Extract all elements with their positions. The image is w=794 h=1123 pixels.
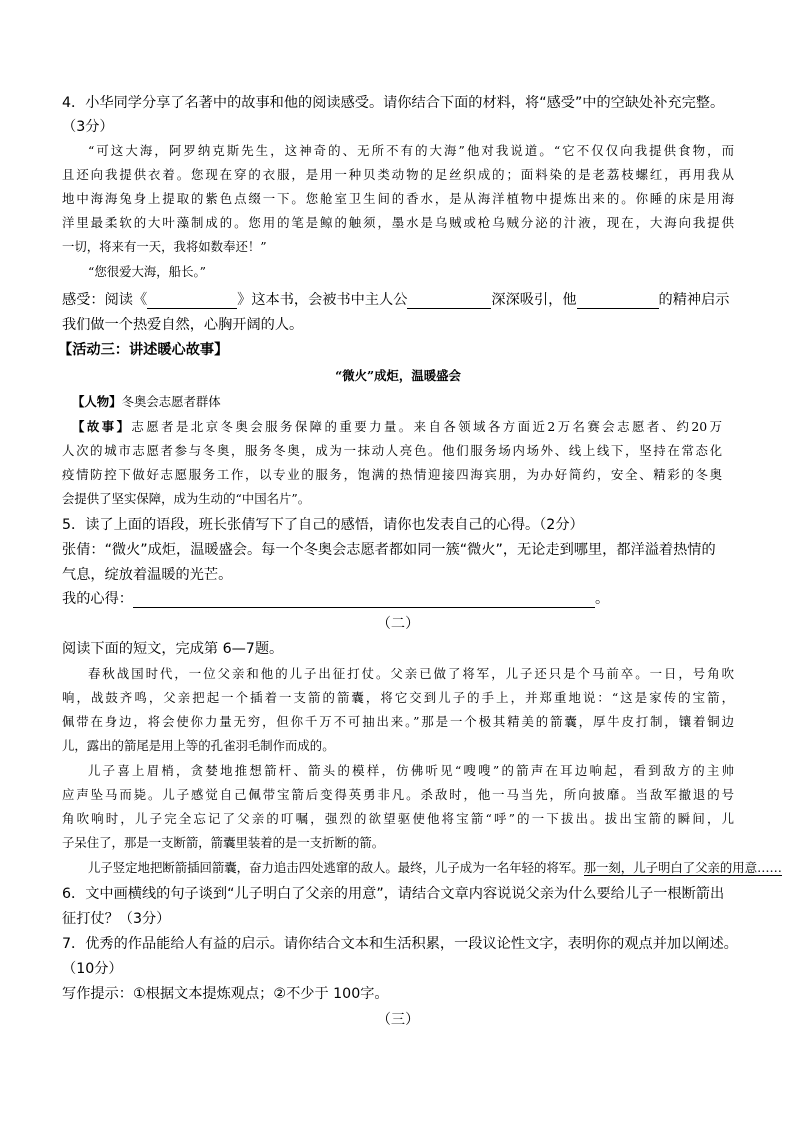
q6-prompt-line-1: 6．文中画横线的句子谈到“儿子明白了父亲的用意”，请结合文章内容说说父亲为什么要给儿子一根断箭出 [62, 886, 725, 902]
q4-prompt: 4．小华同学分享了名著中的故事和他的阅读感受。请你结合下面的材料，将“感受”中的空缺处补充完整。 [62, 95, 725, 111]
quote-line-1: “可这大海，阿罗纳克斯先生，这神奇的、无所不有的大海”他对我说道。“它不仅仅向我提供食物，而 [88, 143, 734, 158]
underlined-sentence: 那一刻，儿子明白了父亲的用意…… [583, 860, 782, 875]
story-line-4: 会提供了坚实保障，成为生动的“中国名片”。 [62, 491, 311, 506]
section-2-title: （二） [376, 616, 420, 632]
section-3-title: （三） [376, 1012, 420, 1028]
section-2-intro: 阅读下面的短文，完成第 6—7题。 [62, 641, 284, 657]
q7-prompt-line-2: （10分） [62, 961, 123, 977]
my-thoughts-end: 。 [594, 591, 610, 607]
story-label: 【故事】 [72, 419, 132, 434]
my-thoughts-line [62, 588, 609, 608]
zhangqian-line-2: 气息，绽放着温暖的光芒。 [62, 567, 233, 583]
story-line-3: 疫情防控下做好志愿服务工作，以专业的服务，饱满的热情迎接四海宾朋，为办好简约，安全、精彩的冬奥 [62, 467, 722, 482]
q6-prompt-line-2: 征打仗？（3分） [62, 911, 171, 927]
feeling-part-2: 》这本书，会被书中主人公 [237, 292, 408, 308]
passage-p1-line-1: 春秋战国时代，一位父亲和他的儿子出征打仗。父亲已做了将军，儿子还只是个马前卒。一日，号角吹 [88, 666, 734, 681]
my-thoughts-blank[interactable] [133, 592, 595, 608]
passage-p1-line-4: 儿，露出的箭尾是用上等的孔雀羽毛制作而成的。 [62, 738, 335, 753]
feeling-part-4: 的精神启示 [658, 292, 730, 308]
feeling-line-2: 我们做一个热爱自然，心胸开阔的人。 [62, 317, 304, 333]
q4-score: （3分） [62, 119, 114, 135]
passage-p3 [88, 858, 782, 876]
story-line-1 [72, 417, 722, 435]
quote-line-4: 洋里最柔软的大叶藻制成的。您用的笔是鲸的触须，墨水是乌贼或枪乌贼分泌的汁液，现在，大海向我提供 [62, 215, 734, 230]
feeling-line [62, 289, 730, 309]
q7-prompt-line-1: 7．优秀的作品能给人有益的启示。请你结合文本和生活积累，一段议论性文字，表明你的观点并加以阐述。 [62, 936, 738, 952]
q5-prompt: 5．读了上面的语段，班长张倩写下了自己的感悟，请你也发表自己的心得。（2分） [62, 517, 584, 533]
quote-line-3: 地中海海兔身上提取的紫色点缀一下。您舱室卫生间的香水，是从海洋植物中提炼出来的。你睡的床是用海 [62, 191, 734, 206]
feeling-part-1: 感受：阅读《 [62, 292, 148, 308]
quote-line-2: 且还向我提供衣着。您现在穿的衣服，是用一种贝类动物的足丝织成的；面料染的是老荔枝螺红，再用我从 [62, 167, 734, 182]
protagonist-blank[interactable] [407, 293, 491, 309]
passage-p2-line-4: 子呆住了，那是一支断箭，箭囊里装着的是一支折断的箭。 [62, 835, 385, 850]
quote-line-5: 一切，将来有一天，我将如数奉还！” [62, 239, 267, 254]
person-label: 【人物】 [72, 394, 122, 409]
book-title-blank[interactable] [147, 293, 237, 309]
writing-tips: 写作提示：①根据文本提炼观点；②不少于 100字。 [62, 986, 389, 1002]
activity-heading: 【活动三：讲述暖心故事】 [58, 342, 229, 358]
zhangqian-line-1: 张倩：“微火”成炬，温暖盛会。每一个冬奥会志愿者都如同一簇“微火”，无论走到哪里，都洋溢着热情的 [62, 542, 716, 558]
passage-p2-line-2: 应声坠马而毙。儿子感觉自己佩带宝箭后变得英勇非凡。杀敌时，他一马当先，所向披靡。当敌军撤退的号 [62, 787, 734, 802]
story-line-2: 人次的城市志愿者参与冬奥，服务冬奥，成为一抹动人亮色。他们服务场内场外、线上线下，坚持在常态化 [62, 443, 722, 458]
passage-p1-line-3: 佩带在身边，将会使你力量无穷，但你千万不可抽出来。”那是一个极其精美的箭囊，厚牛皮打制，镶着铜边 [62, 714, 734, 729]
quote-reply: “您很爱大海，船长。” [88, 264, 206, 279]
person-line [72, 392, 221, 410]
story-text-1: 志愿者是北京冬奥会服务保障的重要力量。来自各领域各方面近2万名赛会志愿者、约20万 [131, 419, 722, 434]
feeling-part-3: 深深吸引，他 [491, 292, 577, 308]
my-thoughts-label: 我的心得： [62, 591, 133, 607]
passage-p3-text: 儿子竖定地把断箭插回箭囊，奋力追击四处逃窜的敌人。最终，儿子成为一名年轻的将军。 [88, 860, 584, 875]
passage-p2-line-3: 角吹响时，儿子完全忘记了父亲的叮嘱，强烈的欲望驱使他将宝箭“呼”的一下拔出。拔出宝箭的瞬间，儿 [62, 811, 734, 826]
story-title: “微火”成炬，温暖盛会 [335, 368, 461, 383]
passage-p2-line-1: 儿子喜上眉梢，贪婪地推想箭杆、箭头的模样，仿佛听见“嗖嗖”的箭声在耳边响起，看到敌方的主帅 [88, 763, 734, 778]
spirit-blank[interactable] [577, 293, 659, 309]
person-value: 冬奥会志愿者群体 [121, 394, 221, 409]
passage-p1-line-2: 响，战鼓齐鸣，父亲把起一个插着一支箭的箭囊，将它交到儿子的手上，并郑重地说：“这是家传的宝箭， [62, 690, 734, 705]
